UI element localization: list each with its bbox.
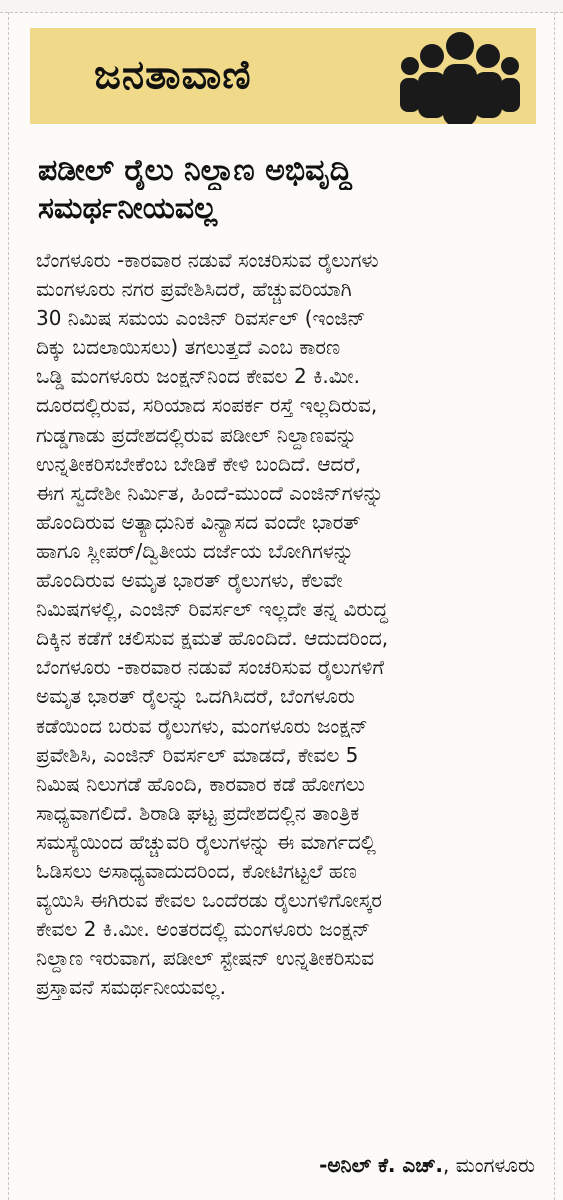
- body-line: ದೂರದಲ್ಲಿರುವ, ಸರಿಯಾದ ಸಂಪರ್ಕ ರಸ್ತೆ ಇಲ್ಲದಿರುವ,: [36, 393, 378, 418]
- body-line: ಗುಡ್ಡಗಾಡು ಪ್ರದೇಶದಲ್ಲಿರುವ ಪಡೀಲ್ ನಿಲ್ದಾಣವನ್ನು: [36, 422, 357, 447]
- body-line: 30 ನಿಮಿಷ ಸಮಯ ಎಂಜಿನ್ ರಿವರ್ಸಲ್ (ಇಂಜಿನ್: [36, 306, 366, 331]
- body-line: ಹೊಂದಿರುವ ಅತ್ಯಾಧುನಿಕ ವಿನ್ಯಾಸದ ವಂದೇ ಭಾರತ್: [36, 509, 361, 534]
- body-line: ಉನ್ನತೀಕರಿಸಬೇಕೆಂಬ ಬೇಡಿಕೆ ಕೇಳಿ ಬಂದಿದೆ. ಆದರೆ,: [36, 451, 362, 476]
- author-signature: [319, 1150, 535, 1180]
- headline-line: ಪಡೀಲ್ ರೈಲು ನಿಲ್ದಾಣ ಅಭಿವೃದ್ಧಿ: [38, 153, 352, 188]
- article-body: [36, 246, 546, 1002]
- body-line: ಸಾಧ್ಯವಾಗಲಿದೆ. ಶಿರಾಡಿ ಘಟ್ಟ ಪ್ರದೇಶದಲ್ಲಿನ ತಾಂತ್ರಿಕ: [36, 800, 360, 825]
- body-line: ಸಮಸ್ಯೆಯಿಂದ ಹೆಚ್ಚುವರಿ ರೈಲುಗಳನ್ನು ಈ ಮಾರ್ಗದಲ್ಲಿ: [36, 829, 376, 854]
- body-line: ಈಗ ಸ್ವದೇಶೀ ನಿರ್ಮಿತ, ಹಿಂದೆ-ಮುಂದೆ ಎಂಜಿನ್‌ಗಳನ್ನು: [36, 480, 384, 505]
- body-line: ಹಾಗೂ ಸ್ಲೀಪರ್/ದ್ವಿತೀಯ ದರ್ಜೆಯ ಬೋಗಿಗಳನ್ನು: [36, 538, 354, 563]
- top-border-rule: [0, 0, 563, 13]
- body-line: ಪ್ರವೇಶಿಸಿ, ಎಂಜಿನ್ ರಿವರ್ಸಲ್ ಮಾಡದೆ, ಕೇವಲ 5: [36, 742, 359, 767]
- headline-line: ಸಮರ್ಥನೀಯವಲ್ಲ: [38, 191, 218, 226]
- body-line: ಕೇವಲ 2 ಕಿ.ಮೀ. ಅಂತರದಲ್ಲಿ ಮಂಗಳೂರು ಜಂಕ್ಷನ್: [36, 917, 371, 942]
- body-line: ಹೊಂದಿರುವ ಅಮೃತ ಭಾರತ್ ರೈಲುಗಳು, ಕೆಲವೇ: [36, 568, 343, 593]
- article-headline: [38, 152, 538, 228]
- body-line: ದಿಕ್ಕು ಬದಲಾಯಿಸಲು) ತಗಲುತ್ತದೆ ಎಂಬ ಕಾರಣ: [36, 335, 341, 360]
- body-line: ಪ್ರಸ್ತಾವನೆ ಸಮರ್ಥನೀಯವಲ್ಲ.: [36, 975, 226, 1000]
- people-group-icon: [398, 30, 522, 124]
- body-line: ಓಡಿಸಲು ಅಸಾಧ್ಯವಾದುದರಿಂದ, ಕೋಟಿಗಟ್ಟಲೆ ಹಣ: [36, 858, 357, 883]
- body-line: ನಿಲ್ದಾಣ ಇರುವಾಗ, ಪಡೀಲ್ ಸ್ಟೇಷನ್ ಉನ್ನತೀಕರಿಸುವ: [36, 946, 375, 971]
- body-line: ಬೆಂಗಳೂರು -ಕಾರವಾರ ನಡುವೆ ಸಂಚರಿಸುವ ರೈಲುಗಳಿಗೆ: [36, 655, 384, 680]
- column-banner: [30, 28, 536, 124]
- body-line: ಬೆಂಗಳೂರು -ಕಾರವಾರ ನಡುವೆ ಸಂಚರಿಸುವ ರೈಲುಗಳು: [36, 248, 379, 272]
- column-title: ಜನತಾವಾಣಿ: [94, 52, 252, 98]
- body-line: ಮಂಗಳೂರು ನಗರ ಪ್ರವೇಶಿಸಿದರೆ, ಹೆಚ್ಚುವರಿಯಾಗಿ: [36, 277, 352, 302]
- body-line: ನಿಮಿಷಗಳಲ್ಲಿ, ಎಂಜಿನ್ ರಿವರ್ಸಲ್ ಇಲ್ಲದೇ ತನ್ನ ವಿರುದ್ಧ: [36, 597, 388, 622]
- author-name: -ಅನಿಲ್ ಕೆ. ಎಚ್.: [319, 1153, 444, 1177]
- body-line: ಅಮೃತ ಭಾರತ್ ರೈಲನ್ನು ಒದಗಿಸಿದರೆ, ಬೆಂಗಳೂರು: [36, 684, 355, 709]
- author-place: ಮಂಗಳೂರು: [455, 1153, 535, 1177]
- left-border-rule: [8, 12, 9, 1200]
- body-line: ಕಡೆಯಿಂದ ಬರುವ ರೈಲುಗಳು, ಮಂಗಳೂರು ಜಂಕ್ಷನ್: [36, 713, 368, 738]
- body-line: ವ್ಯಯಿಸಿ ಈಗಿರುವ ಕೇವಲ ಒಂದೆರಡು ರೈಲುಗಳಿಗೋಸ್ಕರ: [36, 888, 383, 913]
- signature-separator: ,: [443, 1153, 456, 1177]
- body-line: ಒಡ್ಡಿ ಮಂಗಳೂರು ಜಂಕ್ಷನ್‌ನಿಂದ ಕೇವಲ 2 ಕಿ.ಮೀ.: [36, 364, 361, 389]
- body-line: ದಿಕ್ಕಿನ ಕಡೆಗೆ ಚಲಿಸುವ ಕ್ಷಮತೆ ಹೊಂದಿದೆ. ಆದುದರಿಂದ,: [36, 626, 389, 651]
- body-line: ನಿಮಿಷ ನಿಲುಗಡೆ ಹೊಂದಿ, ಕಾರವಾರ ಕಡೆ ಹೋಗಲು: [36, 771, 365, 796]
- right-border-rule: [554, 12, 555, 1200]
